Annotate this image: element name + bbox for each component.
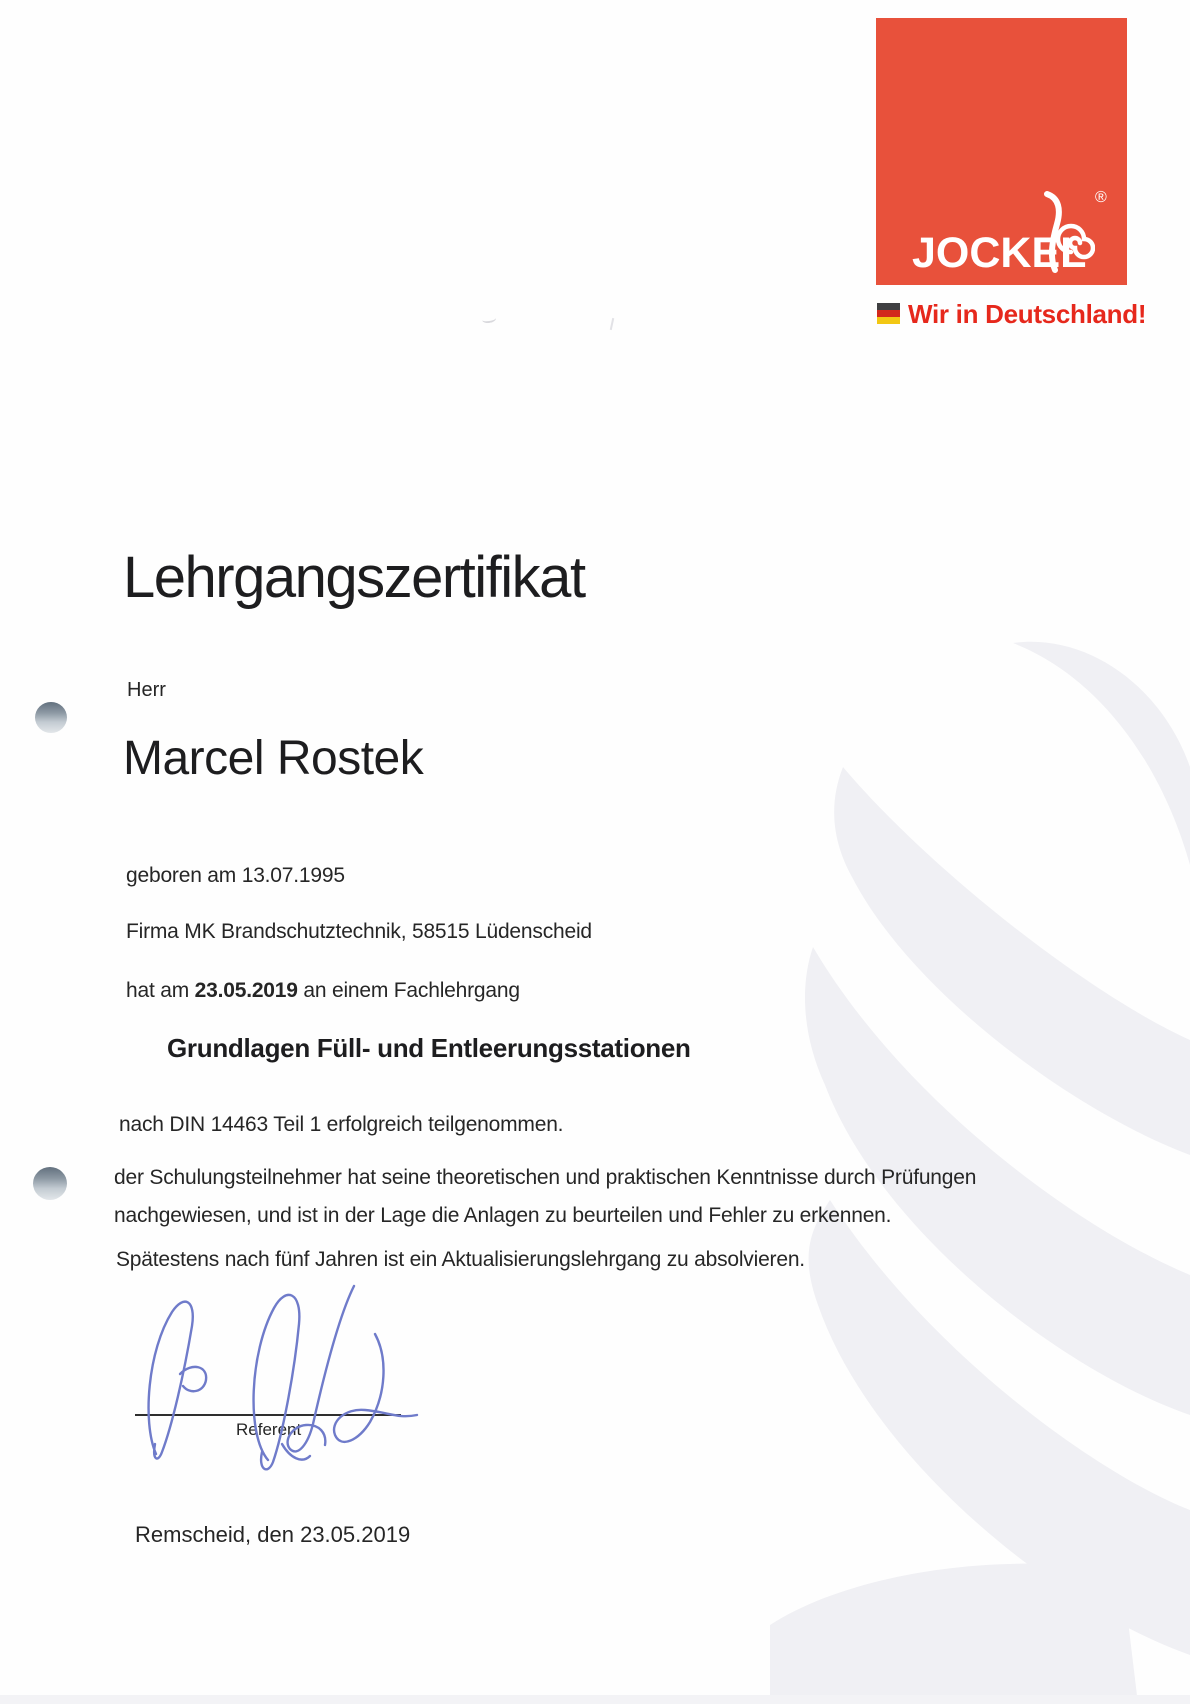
certificate-title: Lehrgangszertifikat [123,545,585,610]
jockel-logo [876,18,1127,285]
assessment-paragraph-line-1: der Schulungsteilnehmer hat seine theoretischen und praktischen Kenntnisse durch Prüfungen [114,1166,977,1189]
registered-trademark-icon: ® [1095,189,1107,206]
german-flag-icon [877,303,900,324]
signature-ink [132,1276,422,1471]
hole-punch-mark [35,702,67,733]
jockel-flame-icon [1033,190,1095,274]
course-intro-suffix: an einem Fachlehrgang [297,979,520,1002]
scan-speck [482,314,497,324]
flame-watermark [770,615,1190,1704]
recipient-name: Marcel Rostek [123,732,424,785]
scan-speck [610,318,614,330]
scan-edge-band [0,1695,1190,1704]
salutation: Herr [127,679,166,701]
course-intro-prefix: hat am [126,979,195,1002]
hole-punch-mark [33,1167,67,1200]
logo-tagline: Wir in Deutschland! [908,299,1147,329]
brand-wordmark: JOCKEL [912,229,1087,277]
place-date-line: Remscheid, den 23.05.2019 [135,1522,411,1547]
course-date: 23.05.2019 [194,979,298,1002]
renewal-line: Spätestens nach fünf Jahren ist ein Aktualisierungslehrgang zu absolvieren. [116,1248,805,1271]
course-intro-line [126,978,520,1004]
assessment-paragraph-line-2: nachgewiesen, und ist in der Lage die Anlagen zu beurteilen und Fehler zu erkennen. [114,1204,892,1227]
signature-label: Referent [236,1420,302,1439]
result-line: nach DIN 14463 Teil 1 erfolgreich teilgenommen. [119,1113,564,1136]
birth-date-line: geboren am 13.07.1995 [126,864,345,887]
course-title: Grundlagen Füll- und Entleerungsstationen [167,1033,691,1063]
logo-tagline-row [877,301,1146,327]
company-line: Firma MK Brandschutztechnik, 58515 Lüdenscheid [126,920,592,943]
